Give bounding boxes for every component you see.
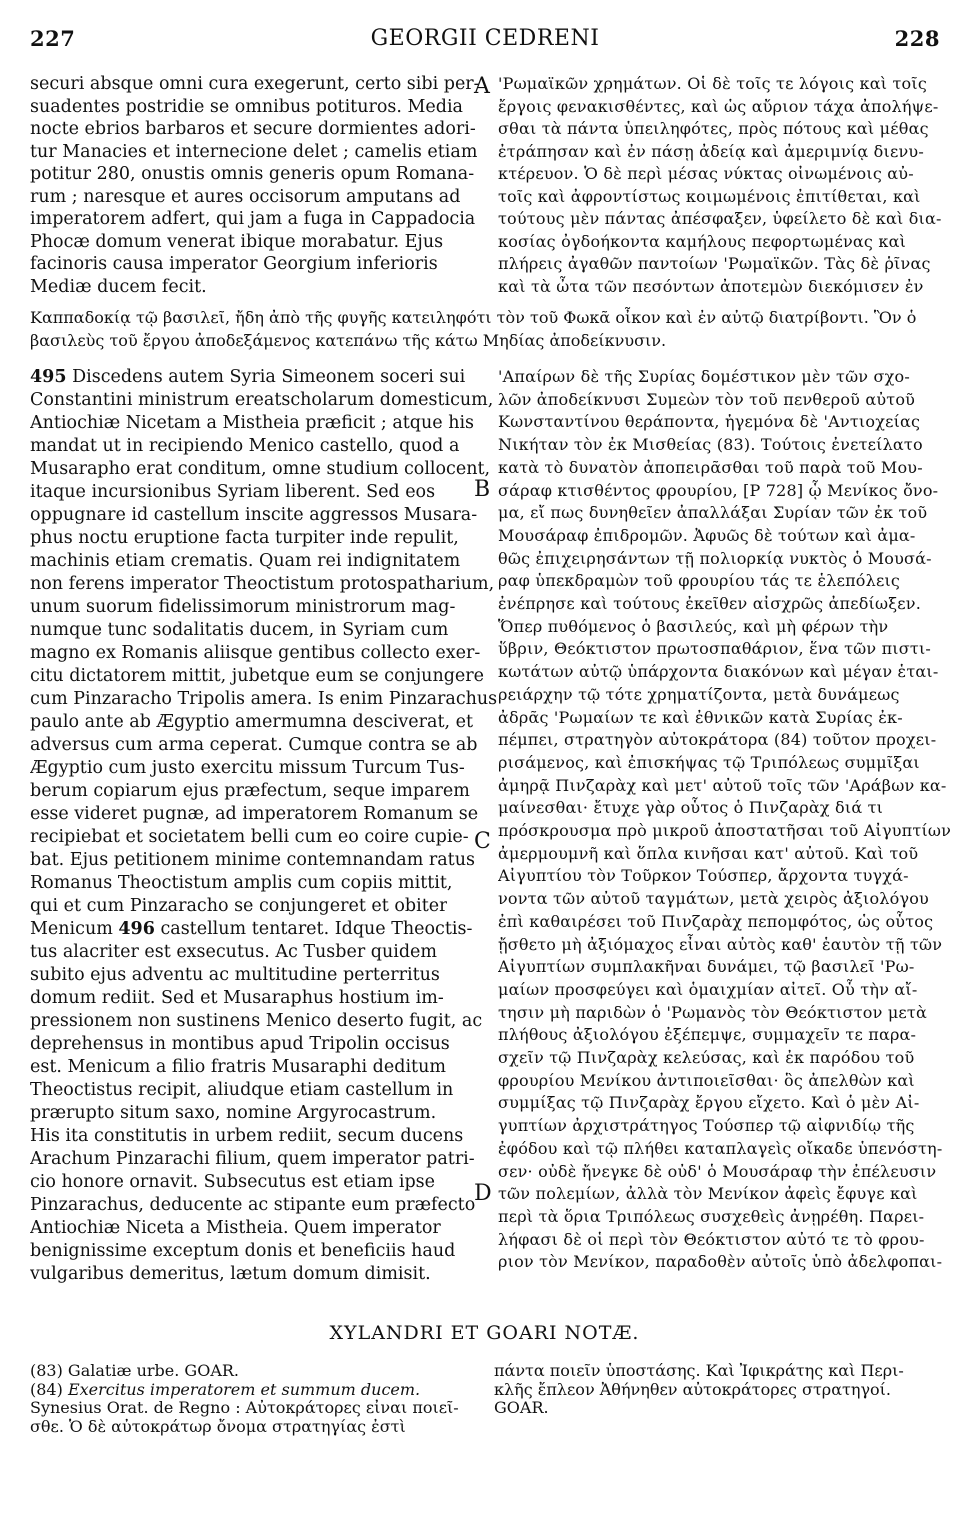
top-greek-line: καὶ τὰ ὦτα τῶν πεσόντων ἀποτεμὼν διεκόμισεν ἐν <box>498 276 924 296</box>
main-latin-line: pressionem non sustinens Menico deserto fugit, ac <box>30 1011 483 1031</box>
main-greek-line: ριον τὸν Μενίκον, παραδοθὲν αὐτοῖς ὑπὸ ἀδελφοπαι- <box>498 1252 943 1272</box>
main-latin-line: Pinzarachus, deducente ac stipante eum præfecto <box>30 1195 476 1215</box>
main-latin-line: Menicum 496 castellum tentaret. Idque Theoctis- <box>30 919 473 939</box>
main-greek-line: μαίων προσφεύγει καὶ ὁμαιχμίαν αἰτεῖ. Οὗ τὴν αἴ- <box>498 979 918 999</box>
page-number-left: 227 <box>30 26 76 51</box>
main-latin-line: domum rediit. Sed et Musaraphus hostium im- <box>30 988 444 1008</box>
main-greek-line: ἀμηρᾷ Πινζαρὰχ καὶ μετ' αὐτοῦ τοῖς τῶν 'Αράβων κα- <box>498 775 947 795</box>
main-greek-line: θῶς ἐπιχειρησάντων τῇ πολιορκίᾳ νυκτὸς ὁ Μουσά- <box>498 548 932 568</box>
main-latin-line: tus alacriter est exsecutus. Ac Tusber quidem <box>30 942 438 962</box>
main-latin-line: recipiebat et societatem belli cum eo coire cupie- <box>30 827 469 847</box>
top-latin-line: tur Manacies et internecione delet ; camelis etiam <box>30 141 478 162</box>
main-latin-line: machinis etiam crematis. Quam rei indignitatem <box>30 551 461 571</box>
main-greek-line: συμμίξας τῷ Πινζαρὰχ ἔργου εἴχετο. Καὶ ὁ μὲν Αἰ- <box>498 1093 920 1113</box>
note-italic-gloss: Exercitus imperatorem et summum ducem. <box>67 1380 421 1399</box>
main-greek-line: ὕβριν, Θεόκτιστον πρωτοσπαθάριον, ἕνα τῶν πιστι- <box>498 639 932 659</box>
main-greek-line: νοντα τῶν αὐτοῦ ταγμάτων, μετὰ χειρὸς ἀξιολόγου <box>498 889 929 909</box>
main-greek-line: περὶ τὰ ὅρια Τριπόλεως συσχεθεὶς ἀνῃρέθη. Παρει- <box>498 1206 925 1226</box>
top-greek-line: κτέρευον. Ὁ δὲ περὶ μέσας νύκτας οἰνωμένοις αὐ- <box>498 164 914 183</box>
main-latin-line: numque tunc sodalitatis ducem, in Syriam cum <box>30 620 449 640</box>
top-full-line: Καππαδοκίᾳ τῷ βασιλεῖ, ἤδη ἀπὸ τῆς φυγῆς κατειληφότι τὸν τοῦ Φωκᾶ οἶκον καὶ ἐν αὐτῷ διατρίβοντι. Ὃν ὁ <box>30 308 917 327</box>
running-title: GEORGII CEDRENI <box>370 26 600 51</box>
main-latin-line: mandat ut in recipiendo Menico castello, quod a <box>30 436 460 456</box>
top-greek-line: ἐτράπησαν καὶ ἐν πάσῃ ἀδείᾳ καὶ ἀμεριμνίᾳ διενυ- <box>498 141 924 161</box>
main-greek-line: λῶν ἀποδείκνυσι Συμεὼν τὸν τοῦ πενθεροῦ αὐτοῦ <box>498 389 916 409</box>
top-latin-line: rum ; naresque et aures occisorum amputans ad <box>30 186 461 207</box>
main-greek-line: ραφ ὑπεκδραμὼν τοῦ φρουρίου τάς τε ἑλεπόλεις <box>498 571 901 591</box>
top-greek-line: κοσίας ὀγδοήκοντα καμήλους πεφορτωμένας καὶ <box>498 231 907 251</box>
main-latin-line: cio honore ornavit. Subsecutus est etiam ipse <box>30 1172 436 1192</box>
notes-right-line: κλῆς ἔπλεον Ἀθήνηθεν αὐτοκράτορες στρατηγοί. <box>494 1380 891 1399</box>
section-marker-a: A <box>474 74 490 99</box>
main-latin-line: non ferens imperator Theoctistum protospatharium, <box>30 574 495 594</box>
top-latin-column <box>30 73 480 303</box>
main-latin-line: itaque incursionibus Syriam liberent. Sed eos <box>30 482 436 502</box>
main-latin-line: adversus cum arma ceperat. Cumque contra se ab <box>30 735 478 755</box>
main-greek-line: ἐνέπρησε καὶ τούτους ἐκεῖθεν αἰσχρῶς ἀπεδίωξεν. <box>498 594 921 613</box>
notes-left-line: σθε. Ὁ δὲ αὐτοκράτωρ ὄνομα στρατηγίας ἐστὶ <box>30 1417 406 1436</box>
top-greek-line: τοῖς καὶ ἀφροντίστως κοιμωμένοις ἐπιτίθεται, καὶ <box>498 186 921 206</box>
main-greek-line: κατὰ τὸ δυνατὸν ἀποπειρᾶσθαι τοῦ παρὰ τοῦ Μου- <box>498 457 923 477</box>
main-latin-line: subito ejus adventu ac multitudine perterritus <box>30 965 440 985</box>
main-latin-line: vulgaribus demeritus, lætum domum dimisit. <box>30 1264 431 1284</box>
main-greek-line: ἐπὶ καθαιρέσει τοῦ Πινζαρὰχ πεπομφότος, ὡς οὗτος <box>498 911 934 931</box>
main-greek-line: σάραφ κτισθέντος φρουρίου, [P 728] ᾧ Μενίκος ὄνο- <box>498 480 939 500</box>
main-latin-line: bat. Ejus petitionem minime contemnandam ratus <box>30 850 475 870</box>
main-greek-line: λήφασι δὲ οἱ περὶ τὸν Θεόκτιστον αὐτό τε τὸ φρου- <box>498 1229 925 1249</box>
notes-left-line: (83) Galatiæ urbe. GOAR. <box>30 1362 239 1380</box>
top-greek-line: σθαι τὰ πάντα ὑπειληφότες, πρὸς πότους καὶ μέθας <box>498 119 929 138</box>
top-greek-column <box>498 73 940 303</box>
notes-title: XYLANDRI ET GOARI NOTÆ. <box>329 1322 640 1344</box>
top-latin-line: Mediæ ducem fecit. <box>30 276 207 297</box>
main-latin-column <box>30 366 498 1284</box>
main-greek-line: πλήθους ἀξιολόγου ἐξέπεμψε, συμμαχεῖν τε παρα- <box>498 1025 917 1045</box>
main-greek-line: Αἰγυπτίου τὸν Τοῦρκον Τούσπερ, ἄρχοντα τυγχά- <box>498 866 909 886</box>
main-latin-line: cum Pinzaracho Tripolis amera. Is enim Pinzarachus <box>30 689 498 709</box>
main-greek-line: σεν· οὐδὲ ἤνεγκε δὲ οὐδ' ὁ Μουσάραφ τὴν ἐπέλευσιν <box>498 1161 937 1181</box>
main-greek-line: Αἰγυπτίων συμπλακῆναι δυνάμει, τῷ βασιλεῖ 'Ρω- <box>498 957 915 977</box>
top-greek-line: τούτους μὲν πάντας ἀπέσφαξεν, ὑφείλετο δὲ καὶ δια- <box>498 209 942 228</box>
main-greek-line: μα, εἴ πως δυνηθεῖεν ἀπαλλάξαι Συρίαν τῶν ἐκ τοῦ <box>498 503 928 523</box>
latin-line-first <box>30 366 465 388</box>
top-full-line: βασιλεὺς τοῦ ἔργου ἀποδεξάμενος κατεπάνω τῆς κάτω Μηδίας ἀποδείκνυσιν. <box>30 330 667 350</box>
main-greek-line: ἀδρᾶς 'Ρωμαίων τε καὶ ἐθνικῶν κατὰ Συρίας ἐκ- <box>498 707 903 727</box>
top-greek-line: ἔργοις φενακισθέντες, καὶ ὡς αὔριον τάχα ἀπολήψε- <box>498 96 939 116</box>
main-greek-line: πέμπει, στρατηγὸν αὐτοκράτορα (84) τοῦτον προχει- <box>498 730 937 750</box>
running-header <box>30 26 940 56</box>
main-greek-line: τῶν πολεμίων, ἀλλὰ τὸν Μενίκον ἀφεὶς ἔφυγε καὶ <box>498 1184 918 1204</box>
main-latin-line: Musarapho erat conditum, omne studium collocent, <box>30 459 491 479</box>
notes-right-line: GOAR. <box>494 1399 549 1417</box>
main-latin-line: Constantini ministrum ereatscholarum domesticum, <box>30 390 494 410</box>
top-greek-line: 'Ρωμαϊκῶν χρημάτων. Οἱ δὲ τοῖς τε λόγοις καὶ τοῖς <box>498 74 928 93</box>
main-greek-line: μαίνεσθαι· ἔτυχε γὰρ οὗτος ὁ Πινζαρὰχ διά τι <box>498 798 884 818</box>
main-latin-line: paulo ante ab Ægyptio amermumna desciverat, et <box>30 712 473 732</box>
main-greek-line: τησιν μὴ παριδὼν ὁ 'Ρωμανὸς τὸν Θεόκτιστον μετὰ <box>498 1002 927 1022</box>
top-greek-line: πλήρεις ἀγαθῶν παντοίων 'Ρωμαϊκῶν. Τὰς δὲ ῥῖνας <box>498 254 931 273</box>
main-greek-line: κωτάτων αὐτῷ ὑπάρχοντα διακόνων καὶ μέγαν ἑται- <box>498 662 939 682</box>
main-greek-line: ρισάμενος, καὶ ἐπισκήψας τῷ Τριπόλεως συμμῖξαι <box>498 752 920 772</box>
main-latin-line: esse videret pugnæ, ad imperatorem Romanum se <box>30 804 479 824</box>
main-latin-line: Ægyptio cum justo exercitu missum Turcum Tus- <box>30 758 465 778</box>
main-greek-line: Νικήταν τὸν ἐκ Μισθείας (83). Τούτοις ἐνετείλατο <box>498 435 923 455</box>
main-greek-line: Ὅπερ πυθόμενος ὁ βασιλεύς, καὶ μὴ φέρων τὴν <box>498 616 889 636</box>
main-greek-line: φρουρίου Μενίκου ἀντιποιεῖσθαι· ὃς ἀπελθὼν καὶ <box>498 1070 915 1090</box>
section-marker-c: C <box>474 829 491 854</box>
full-width-greek-text <box>30 307 940 353</box>
notes-left-line: (84) Exercitus imperatorem et summum ducem. <box>30 1380 421 1399</box>
main-latin-line: oppugnare id castellum inscite aggressos Musara- <box>30 505 478 525</box>
main-greek-line: ᾔσθετο μὴ ἀξιόμαχος εἶναι αὐτὸς καθ' ἑαυτὸν τῇ τῶν <box>498 934 943 954</box>
notes-right-line: πάντα ποιεῖν ὑποστάσης. Καὶ Ἰφικράτης καὶ Περι- <box>494 1362 904 1380</box>
top-latin-line: potitur 280, onustis omnis generis opum Romana- <box>30 164 475 184</box>
main-latin-line: deprehensus in montibus apud Tripolin occisus <box>30 1034 450 1054</box>
notes-left-column <box>30 1362 466 1442</box>
chapter-number: 495 <box>30 367 67 387</box>
latin-first-text: Discedens autem Syria Simeonem soceri sui <box>66 367 466 387</box>
top-latin-line: nocte ebrios barbaros et secure dormientes adori- <box>30 119 476 139</box>
page-number-right: 228 <box>894 26 940 51</box>
notes-left-line: Synesius Orat. de Regno : Αὐτοκράτορες εἶναι ποιεῖ- <box>30 1399 459 1417</box>
main-latin-line: qui et cum Pinzaracho se conjungeret et obiter <box>30 896 448 916</box>
main-latin-line: Antiochiæ Nicetam a Mistheia præficit ; atque his <box>30 413 475 433</box>
top-latin-line: imperatorem adfert, qui jam a fuga in Cappadocia <box>30 209 476 229</box>
main-latin-line: berum copiarum ejus præfectum, seque imparem <box>30 781 470 801</box>
main-greek-line: Κωνσταντίνου θεράποντα, ἡγεμόνα δὲ 'Αντιοχείας <box>498 412 921 432</box>
top-latin-line: securi absque omni cura exegerunt, certo sibi per- <box>30 74 480 94</box>
section-marker-b: B <box>474 477 491 502</box>
main-latin-line: unum suorum fidelissimorum ministrorum mag- <box>30 597 456 617</box>
notes-right-column <box>494 1362 940 1422</box>
main-latin-line: Theoctistus recipit, aliudque etiam castellum in <box>30 1080 454 1100</box>
main-latin-line: Romanus Theoctistum amplis cum copiis mittit, <box>30 873 453 893</box>
main-greek-line: ἐφόδου καὶ τῷ πλήθει καταπλαγεὶς οἴκαδε ὑπενόστη- <box>498 1138 943 1158</box>
main-latin-line: magno ex Romanis aliisque gentibus collecto exer- <box>30 643 481 663</box>
main-greek-line: ρειάρχην τῷ τότε χρηματίζοντα, μετὰ δυνάμεως <box>498 684 900 704</box>
main-latin-line: benignissime exceptum donis et beneficiis haud <box>30 1241 456 1261</box>
main-latin-line: Antiochiæ Niceta a Mistheia. Quem imperator <box>30 1218 441 1238</box>
main-latin-line: est. Menicum a filio fratris Musaraphi deditum <box>30 1057 446 1077</box>
main-greek-line: σχεῖν τῷ Πινζαρὰχ κελεύσας, καὶ ἐκ παρόδου τοῦ <box>498 1048 915 1067</box>
main-latin-line: prærupto situm saxo, nomine Argyrocastrum. <box>30 1103 437 1123</box>
section-marker-d: D <box>474 1181 492 1206</box>
main-latin-line: citu dictatorem mittit, jubetque eum se conjungere <box>30 666 485 686</box>
main-greek-line: ἀμερμουμνῆ καὶ ὅπλα κινῆσαι κατ' αὐτοῦ. Καὶ τοῦ <box>498 843 919 863</box>
top-latin-line: facinoris causa imperator Georgium inferioris <box>30 254 438 274</box>
inline-page-marker: 496 <box>118 919 155 939</box>
main-greek-line: Μουσάραφ ἐπιδρομῶν. Ἀφυῶς δὲ τούτων καὶ ἀμα- <box>498 525 916 545</box>
main-latin-line: phus noctu eruptione facta turpiter inde repulit, <box>30 528 459 548</box>
main-greek-column <box>498 366 952 1272</box>
main-greek-line: πρόσκρουσμα πρὸ μικροῦ ἀποστατῆσαι τοῦ Αἰγυπτίων <box>498 821 952 840</box>
main-greek-line: γυπτίων ἀρχιστράτηγος Τούσπερ τῷ αἰφνιδίῳ τῆς <box>498 1116 915 1136</box>
main-latin-line: Arachum Pinzarachi filium, quem imperator patri- <box>30 1149 475 1169</box>
top-latin-line: Phocæ domum venerat ibique morabatur. Ejus <box>30 231 444 252</box>
main-greek-line: 'Απαίρων δὲ τῆς Συρίας δομέστικον μὲν τῶν σχο- <box>498 367 910 386</box>
top-latin-line: suadentes postridie se omnibus potituros. Media <box>30 96 463 117</box>
main-latin-line: His ita constitutis in urbem rediit, secum ducens <box>30 1126 464 1146</box>
